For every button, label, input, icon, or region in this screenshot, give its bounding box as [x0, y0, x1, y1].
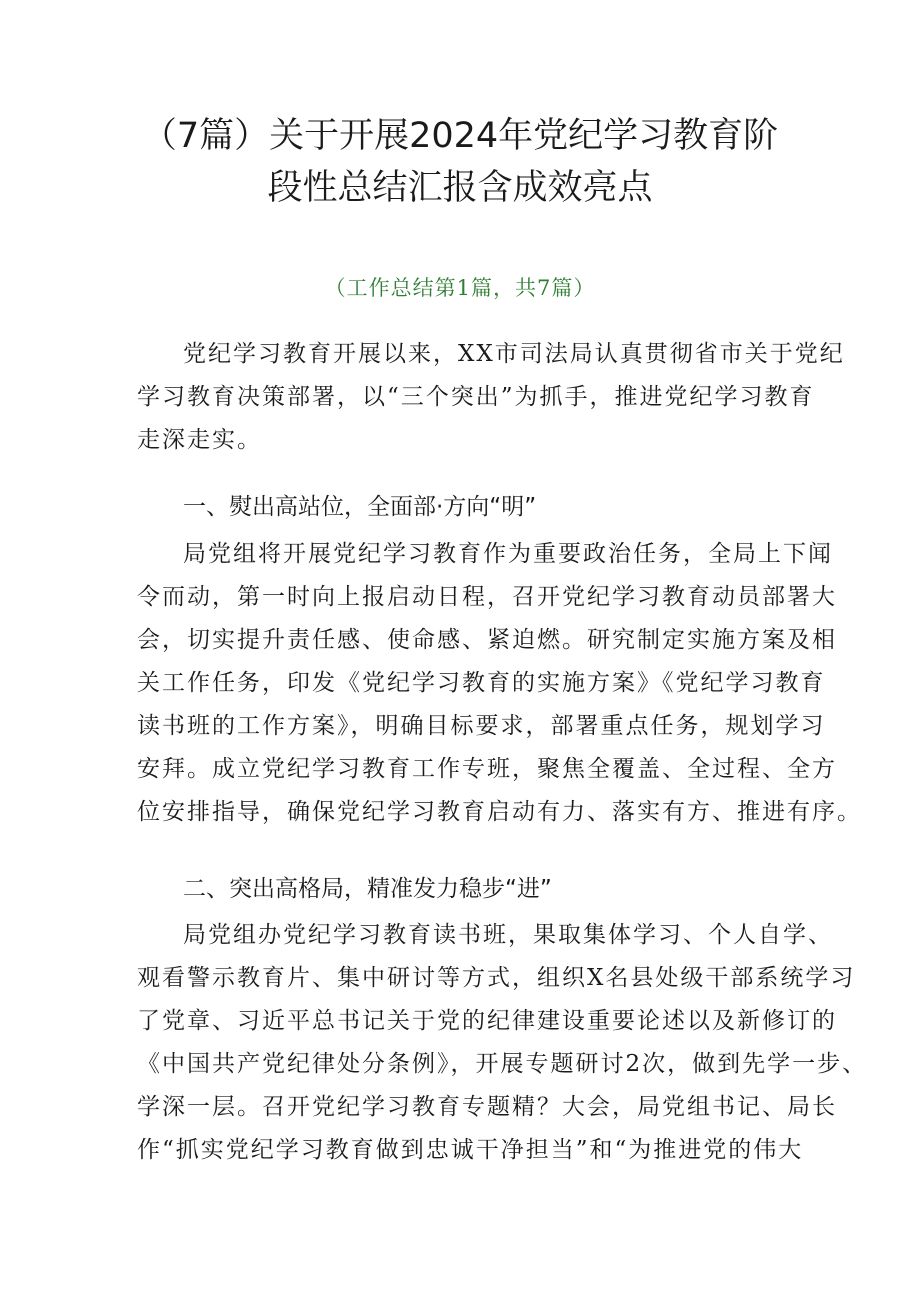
paragraph-line: 局党组将开展党纪学习教育作为重要政治任务，全局上下闻 — [183, 541, 833, 567]
paragraph-line: 会，切实提升责任感、使命感、紧迫燃。研究制定实施方案及相 — [137, 627, 837, 653]
paragraph-line: 局党组办党纪学习教育读书班，果取集体学习、个人自学、 — [183, 922, 833, 948]
paragraph-line: 关工作任务，印发《党纪学习教育的实施方案》《党纪学习教育 — [137, 670, 826, 696]
paragraph-line: 作“抓实党纪学习教育做到忠诚干净担当”和“为推进党的伟大 — [137, 1137, 804, 1163]
section2-paragraph — [137, 914, 868, 1172]
paragraph-line: 观看警示教育片、集中研讨等方式，组织X名县处级干部系统学习 — [137, 965, 856, 991]
paragraph-line: 学习教育决策部署，以“三个突出”为抓手，推进党纪学习教育 — [137, 384, 815, 410]
document-subtitle: （工作总结第1篇，共7篇） — [324, 276, 596, 300]
paragraph-line: 走深走实。 — [137, 427, 262, 453]
paragraph-line: 令而动，第一时向上报启动日程，召开党纪学习教育动员部署大 — [137, 584, 837, 610]
paragraph-line: 学深一层。召开党纪学习教育专题精？大会，局党组书记、局长 — [137, 1094, 837, 1120]
intro-paragraph — [137, 333, 845, 462]
paragraph-line: 党纪学习教育开展以来，XX市司法局认真贯彻省市关于党纪 — [183, 341, 845, 367]
section1-paragraph — [137, 533, 862, 834]
section1-heading: 一、熨出高站位，全面部·方向“明” — [183, 494, 537, 520]
paragraph-line: 了党章、习近平总书记关于党的纪律建设重要论述以及新修订的 — [137, 1008, 837, 1034]
paragraph-line: 读书班的工作方案》，明确目标要求，部署重点任务，规划学习 — [137, 713, 826, 739]
paragraph-line: 《中国共产党纪律处分条例》，开展专题研讨2次，做到先学一步、 — [137, 1051, 868, 1077]
section2-heading: 二、突出高格局，精准发力稳步“进” — [183, 876, 552, 902]
paragraph-line: 安拜。成立党纪学习教育工作专班，聚焦全覆盖、全过程、全方 — [137, 756, 837, 782]
document-title-line2: 段性总结汇报含成效亮点 — [267, 168, 653, 208]
document-title-line1: （7篇）关于开展2024年党纪学习教育阶 — [141, 116, 779, 156]
paragraph-line: 位安排指导，确保党纪学习教育启动有力、落实有方、推进有序。 — [137, 799, 862, 825]
